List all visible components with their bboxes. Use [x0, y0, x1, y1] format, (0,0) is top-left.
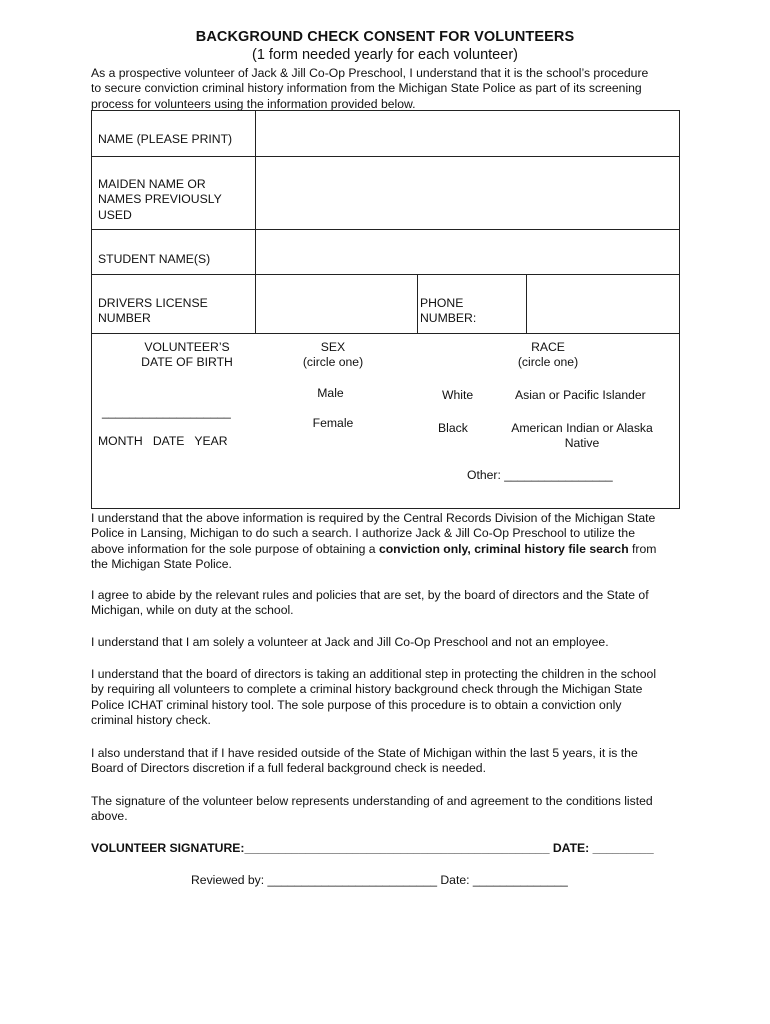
race-label	[488, 340, 608, 371]
column-divider	[255, 111, 256, 333]
dob-label-line: DATE OF BIRTH	[141, 355, 233, 370]
federal-check-paragraph	[91, 746, 691, 777]
race-option-other[interactable]: Other: ________________	[467, 468, 613, 482]
text-run: from	[628, 541, 657, 556]
paragraph-line: Police ICHAT criminal history tool. The sole purpose of this procedure is to obtain a conviction only	[91, 697, 622, 712]
volunteer-info-table	[91, 110, 680, 509]
maiden-label-line: NAMES PREVIOUSLY	[98, 192, 222, 207]
paragraph-line	[91, 542, 691, 557]
row-divider	[92, 333, 679, 334]
bold-text-run: conviction only, criminal history file search	[378, 541, 629, 556]
row-divider	[92, 156, 679, 157]
race-label-line: RACE	[531, 340, 565, 354]
race-native-line: American Indian or Alaska	[511, 421, 653, 435]
volunteer-status-paragraph	[91, 635, 691, 650]
race-native-line: Native	[564, 436, 600, 451]
volunteer-signature-line[interactable]: VOLUNTEER SIGNATURE:_____________________________________________ DATE: _________	[91, 841, 654, 855]
column-divider	[526, 274, 527, 333]
paragraph-line: I understand that the above information is required by the Central Records Division of the Michigan State	[91, 511, 656, 525]
paragraph-line: the Michigan State Police.	[91, 556, 232, 571]
paragraph-line: Board of Directors discretion if a full federal background check is needed.	[91, 761, 486, 776]
reviewed-by-line[interactable]: Reviewed by: _________________________ Date: ______________	[191, 873, 568, 887]
form-subtitle: (1 form needed yearly for each volunteer)	[252, 47, 518, 63]
name-label: NAME (PLEASE PRINT)	[98, 132, 233, 146]
row-divider	[92, 229, 679, 230]
row-divider	[92, 274, 679, 275]
drivers-license-label	[98, 296, 208, 327]
dob-blank-field[interactable]: ___________________	[102, 405, 231, 419]
paragraph-line: above.	[91, 809, 128, 824]
race-option-black[interactable]: Black	[438, 421, 468, 435]
maiden-label-line: USED	[98, 207, 132, 222]
phone-label-line: PHONE	[420, 296, 464, 310]
intro-line: As a prospective volunteer of Jack & Jill Co-Op Preschool, I understand that it is the school’s procedure	[91, 66, 649, 80]
paragraph-line: criminal history check.	[91, 712, 211, 727]
sex-label-line: SEX	[320, 340, 346, 354]
race-note: (circle one)	[517, 355, 579, 370]
race-option-asian[interactable]: Asian or Pacific Islander	[515, 388, 646, 402]
paragraph-line: I also understand that if I have resided outside of the State of Michigan within the last 5 years, it is the	[91, 746, 638, 760]
column-divider	[417, 274, 418, 333]
text-run: above information for the sole purpose of obtaining a	[91, 541, 379, 556]
license-label-line: DRIVERS LICENSE	[98, 296, 208, 310]
maiden-name-field[interactable]	[257, 158, 677, 228]
form-title: BACKGROUND CHECK CONSENT FOR VOLUNTEERS	[195, 29, 575, 45]
authorization-paragraph	[91, 511, 691, 572]
paragraph-line: I understand that I am solely a volunteer at Jack and Jill Co-Op Preschool and not an employee.	[91, 635, 609, 649]
paragraph-line: Michigan, while on duty at the school.	[91, 603, 294, 618]
intro-paragraph	[91, 66, 691, 112]
maiden-name-label	[98, 177, 222, 223]
race-option-white[interactable]: White	[442, 388, 474, 402]
dob-label	[92, 340, 282, 371]
rules-paragraph	[91, 588, 691, 619]
agreement-paragraph	[91, 794, 691, 825]
maiden-label-line: MAIDEN NAME OR	[98, 177, 206, 191]
student-name-label: STUDENT NAME(S)	[98, 252, 211, 266]
paragraph-line: I agree to abide by the relevant rules and policies that are set, by the board of directors and the State of	[91, 588, 649, 602]
student-name-field[interactable]	[257, 231, 677, 273]
board-paragraph	[91, 667, 691, 728]
sex-note: (circle one)	[302, 355, 364, 370]
paragraph-line: The signature of the volunteer below represents understanding of and agreement to the conditions listed	[91, 794, 653, 808]
name-field[interactable]	[257, 112, 677, 155]
dob-label-line: VOLUNTEER’S	[144, 340, 230, 354]
sex-option-male[interactable]: Male	[317, 386, 344, 400]
sex-option-female[interactable]: Female	[312, 416, 354, 430]
intro-line: process for volunteers using the information provided below.	[91, 96, 416, 111]
license-label-line: NUMBER	[98, 311, 151, 326]
phone-label	[420, 296, 476, 327]
sex-label	[268, 340, 398, 371]
intro-line: to secure conviction criminal history information from the Michigan State Police as part of its screening	[91, 81, 642, 96]
paragraph-line: by requiring all volunteers to complete a criminal history background check through the Michigan State	[91, 682, 643, 697]
race-option-native[interactable]	[502, 421, 662, 452]
drivers-license-field[interactable]	[257, 276, 416, 332]
dob-format-label: MONTH DATE YEAR	[98, 434, 228, 448]
phone-label-line: NUMBER:	[420, 311, 477, 326]
paragraph-line: I understand that the board of directors is taking an additional step in protecting the children in the school	[91, 667, 657, 681]
paragraph-line: Police in Lansing, Michigan to do such a search. I authorize Jack & Jill Co-Op Preschool to utilize the	[91, 526, 635, 541]
phone-field[interactable]	[528, 276, 678, 332]
